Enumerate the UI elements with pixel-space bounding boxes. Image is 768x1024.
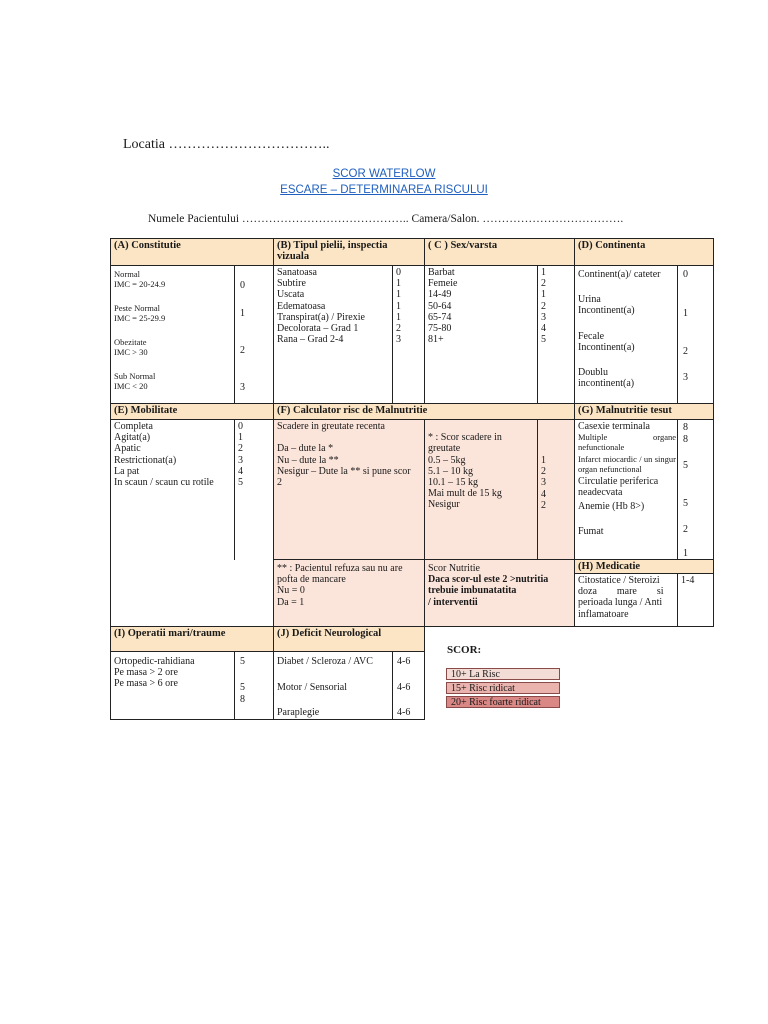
f-left-line-0: Scadere in greutate recenta [277,421,385,432]
locatia-field: Locatia …………………………….. [123,137,330,152]
f-left-line-5: 2 [277,477,282,489]
header-b: (B) Tipul pielii, inspectia vizuala [273,238,425,266]
i-value-0: 5 [240,656,245,667]
section-b-labels [273,265,393,404]
section-d-labels [574,265,678,404]
a-item-2: Obezitate IMC > 30 [114,337,148,357]
b-value-2: 1 [396,289,401,301]
f-value-3: 4 [541,488,546,500]
e-item-2: Apatic [114,443,141,455]
b-value-1: 1 [396,278,401,290]
f-bottom-mid-line-1: Daca scor-ul este 2 >nutritia [428,574,549,586]
f-mid-line-4: 5.1 – 10 kg [428,465,473,477]
a-value-0: 0 [240,280,245,291]
section-j-values [392,651,425,720]
header-h: (H) Medicatie [574,559,714,574]
header-j: (J) Deficit Neurological [273,626,425,652]
a-value-3: 3 [240,382,245,393]
g-value-2: 5 [683,460,688,471]
b-value-3: 1 [396,300,401,312]
j-value-0: 4-6 [397,656,411,667]
section-i-values [234,651,274,720]
patient-line: Numele Pacientului …………………………………….. Camera/Salon. ………………………………. [148,213,624,225]
h-line-3: inflamatoare [578,608,629,620]
b-item-3: Edematoasa [277,300,326,312]
f-bottom-mid-line-3: / interventii [428,596,478,608]
c-item-1: Femeie [428,278,458,290]
section-a-labels [110,265,235,404]
i-item-2: Pe masa > 6 ore [114,678,178,690]
c-value-3: 2 [541,300,546,312]
f-value-1: 2 [541,466,546,478]
c-item-0: Barbat [428,267,455,278]
b-item-2: Uscata [277,289,305,301]
b-value-0: 0 [396,267,401,278]
b-item-4: Transpirat(a) / Pirexie [277,311,365,323]
section-a-values [234,265,274,404]
d-value-2: 2 [683,346,688,357]
e-item-3: Restrictionat(a) [114,454,177,466]
e-value-5: 5 [238,477,243,489]
section-f-left [273,419,425,560]
a-item-1: Peste Normal IMC = 25-29.9 [114,303,166,323]
c-item-2: 14-49 [428,289,452,301]
header-e: (E) Mobilitate [110,403,274,420]
e-value-1: 1 [238,432,243,444]
g-item-5: Fumat [578,525,604,537]
d-value-1: 1 [683,308,688,319]
a-item-0: Normal IMC = 20-24.9 [114,269,166,289]
g-item-0: Casexie terminala [578,421,650,432]
d-item-0: Continent(a)/ cateter [578,269,661,280]
d-item-2: Fecale Incontinent(a) [578,330,635,353]
j-value-1: 4-6 [397,682,411,693]
d-item-3: Doublu incontinent(a) [578,367,635,390]
header-g: (G) Malnutritie tesut [574,403,714,420]
f-value-2: 3 [541,477,546,489]
e-item-5: In scaun / scaun cu rotile [114,477,214,489]
section-d-values [677,265,714,404]
c-value-0: 1 [541,267,546,278]
section-e-empty [110,559,274,627]
g-value-1: 8 [683,434,688,445]
h-line-0: Citostatice / Steroizi [578,575,660,586]
h-value: 1-4 [681,575,695,586]
g-value-5: 1 [683,548,688,559]
scor-title: SCOR: [447,644,482,656]
section-c-labels [424,265,538,404]
f-left-line-3: Nu – dute la ** [277,454,339,466]
section-c-values [537,265,575,404]
e-value-0: 0 [238,421,243,432]
d-item-1: Urina Incontinent(a) [578,294,635,317]
i-item-1: Pe masa > 2 ore [114,667,178,679]
section-f-values [537,419,575,560]
header-d: (D) Continenta [574,238,714,266]
c-item-3: 50-64 [428,300,452,312]
g-item-3: Circulatie periferica neadecvata [578,476,659,499]
b-item-6: Rana – Grad 2-4 [277,334,344,346]
section-g-values [677,419,714,560]
a-item-3: Sub Normal IMC < 20 [114,371,156,391]
e-item-0: Completa [114,421,153,432]
c-item-5: 75-80 [428,323,452,335]
a-value-1: 1 [240,308,245,319]
f-bottom-left-line-3: Da = 1 [277,596,305,608]
e-item-1: Agitat(a) [114,432,151,444]
c-value-1: 2 [541,278,546,290]
f-left-line-1 [277,432,421,443]
d-value-0: 0 [683,269,688,280]
g-item-1: Multiple organe nefunctionale [578,432,676,453]
f-left-line-2: Da – dute la * [277,443,334,455]
b-value-4: 1 [396,311,401,323]
b-value-5: 2 [396,323,401,335]
section-f-bottom-left [273,559,425,627]
form-title: SCOR WATERLOW [332,168,436,180]
f-bottom-mid-line-0: Scor Nutritie [428,563,480,574]
g-item-2: Infarct miocardic / un singur organ nefunctional [578,454,676,475]
section-e-labels [110,419,235,560]
c-value-4: 3 [541,311,546,323]
g-item-4: Anemie (Hb 8>) [578,500,645,512]
f-bottom-left-line-0: ** : Pacientul refuza sau nu are [277,563,403,574]
section-h-labels [574,573,678,627]
f-mid-line-3: 0.5 – 5kg [428,454,466,466]
header-c: ( C ) Sex/varsta [424,238,575,266]
form-subtitle: ESCARE – DETERMINAREA RISCULUI [280,184,488,196]
g-value-3: 5 [683,498,688,509]
c-value-6: 5 [541,334,546,346]
risk-level-very-high: 20+ Risc foarte ridicat [446,696,560,708]
g-value-0: 8 [683,422,688,433]
risk-level-high: 15+ Risc ridicat [446,682,560,694]
section-b-values [392,265,425,404]
section-f-mid [424,419,538,560]
f-value-4: 2 [541,499,546,511]
b-item-0: Sanatoasa [277,267,317,278]
header-f: (F) Calculator risc de Malnutritie [273,403,575,420]
j-item-1: Motor / Sensorial [277,682,347,693]
f-mid-line-6: Mai mult de 15 kg [428,488,502,500]
f-mid-line-7: Nesigur [428,499,460,511]
risk-level-at-risk: 10+ La Risc [446,668,560,680]
c-item-4: 65-74 [428,311,452,323]
f-mid-line-2: greutate [428,443,461,455]
section-f-bottom-mid [424,559,575,627]
i-item-0: Ortopedic-rahidiana [114,656,195,667]
b-item-1: Subtire [277,278,306,290]
f-mid-line-0 [428,421,534,432]
f-value-0: 1 [541,455,546,466]
f-left-line-4: Nesigur – Dute la ** si pune scor [277,465,411,477]
section-g-labels [574,419,678,560]
c-item-6: 81+ [428,334,444,346]
header-a: (A) Constitutie [110,238,274,266]
f-bottom-mid-line-2: trebuie imbunatatita [428,585,517,597]
section-h-value [677,573,714,627]
b-item-5: Decolorata – Grad 1 [277,323,359,335]
a-value-2: 2 [240,345,245,356]
f-mid-line-5: 10.1 – 15 kg [428,477,478,489]
f-bottom-left-line-1: pofta de mancare [277,574,346,586]
i-value-3: 8 [240,694,245,705]
d-value-3: 3 [683,372,688,383]
e-item-4: La pat [114,465,140,477]
h-line-1: doza mare si [578,586,664,598]
c-value-5: 4 [541,323,546,335]
header-i: (I) Operatii mari/traume [110,626,274,652]
e-value-4: 4 [238,465,243,477]
section-j-labels [273,651,393,720]
j-item-2: Paraplegie [277,707,320,718]
section-e-values [234,419,274,560]
h-line-2: perioada lunga / Anti [578,597,663,609]
f-mid-line-1: * : Scor scadere in [428,432,502,444]
f-bottom-left-line-2: Nu = 0 [277,585,305,597]
i-value-2: 5 [240,682,245,693]
b-value-6: 3 [396,334,401,346]
e-value-2: 2 [238,443,243,455]
e-value-3: 3 [238,454,243,466]
j-value-2: 4-6 [397,707,411,718]
section-i-labels [110,651,235,720]
g-value-4: 2 [683,524,688,535]
c-value-2: 1 [541,289,546,301]
j-item-0: Diabet / Scleroza / AVC [277,656,373,667]
